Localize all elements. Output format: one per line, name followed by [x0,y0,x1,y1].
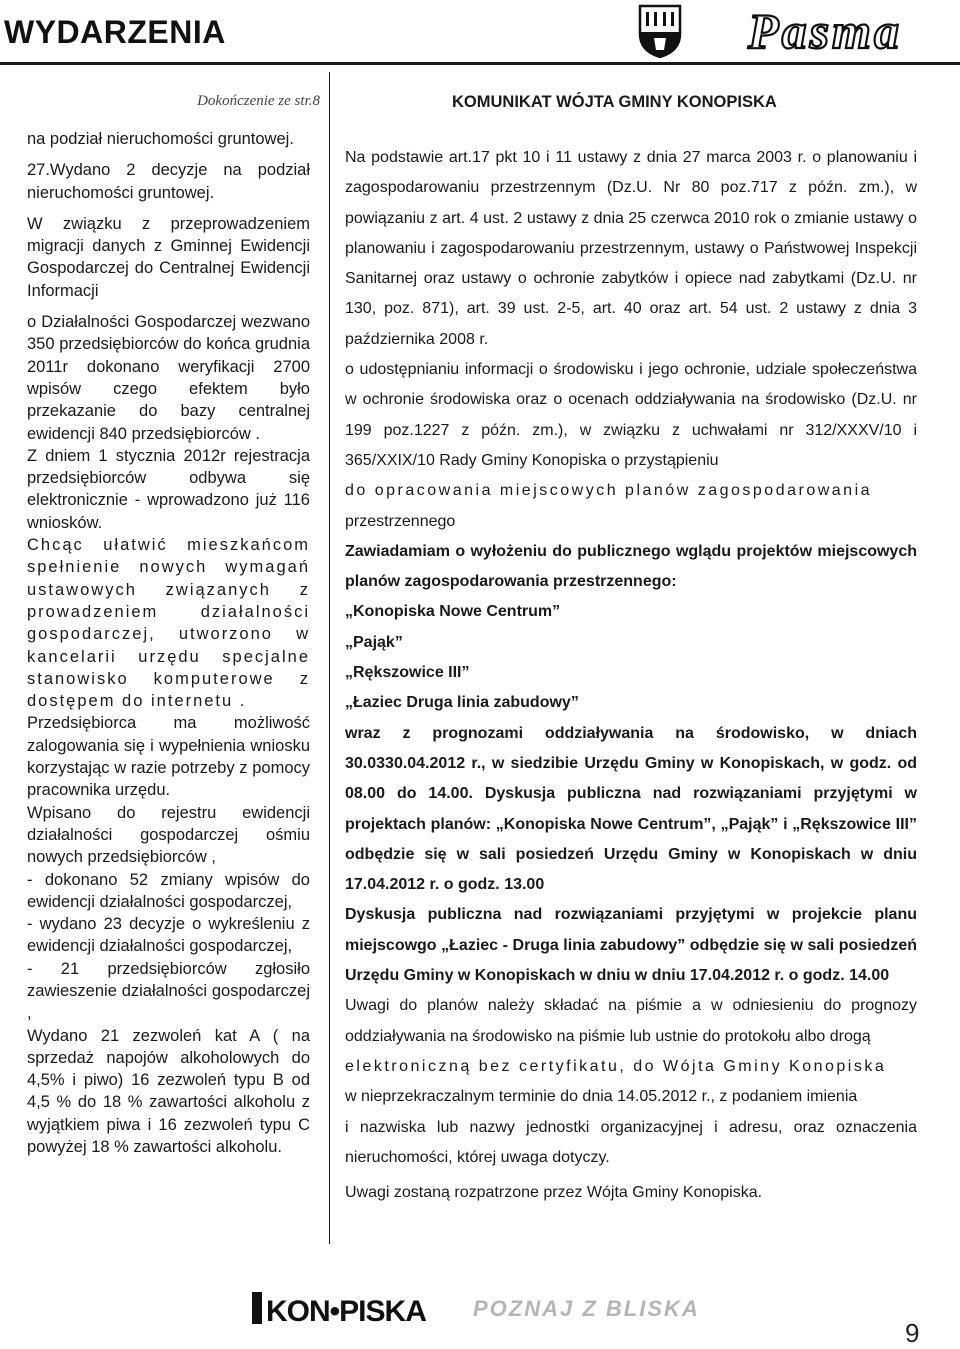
legal-basis-3: do opracowania miejscowych planów zagospodarowania [345,482,873,500]
remarks-3: w nieprzekraczalnym terminie do dnia 14.05.2012 r., z podaniem imienia [345,1088,858,1106]
paragraph: - dokonano 52 zmiany wpisów do ewidencji działalności gospodarczej, [27,870,310,911]
project-name: „Łaziec Druga linia zabudowy” [345,694,579,712]
announcement: Zawiadamiam o wyłożeniu do publicznego wglądu projektów miejscowych planów zagospodarowania przestrzennego: [345,542,917,591]
closing: Uwagi zostaną rozpatrzone przez Wójta Gminy Konopiska. [345,1184,763,1202]
legal-basis: Na podstawie art.17 pkt 10 i 11 ustawy z dnia 27 marca 2003 r. o planowaniu i zagospodarowaniu przestrzennym (Dz.U. Nr 80 poz.717 z późn. zm.), w powiązaniu z art. 4 ust. 2 ustawy z dnia 25 czerwca 2010 rok o zmianie ustawy o planowaniu i zagospodarowaniu przestrzennym, ustawy o Państwowej Inspekcji Sanitarnej oraz ustawy o ochronie zabytków i opiece nad zabytkami (Dz.U. nr 130, poz. 871), art. 39 ust. 2-5, art. 40 oraz art. 54 ust. 2 ustawy z dnia 3 października 2008 r. [345,149,917,348]
discussion: Dyskusja publiczna nad rozwiązaniami przyjętymi w projekcie planu miejscowgo „Łaziec - Druga linia zabudowy” odbędzie się w sali posiedzeń Urzędu Gminy w Konopiskach w dniu w dniu 17.04.2012 r. o godz. 14.00 [345,906,917,985]
coat-of-arms-icon [636,4,684,58]
paragraph: - wydano 23 decyzje o wykreśleniu z ewidencji działalności gospodarczej, [27,915,310,956]
paragraph: Wpisano do rejestru ewidencji działalności gospodarczej ośmiu nowych przedsiębiorców , [27,803,310,867]
paragraph: o Działalności Gospodarczej wezwano 350 przedsiębiorców do końca grudnia 2011r dokonano weryfikacji 2700 wpisów czego efektem było przekazanie do bazy centralnej ewidencji 840 przedsiębiorców . [27,313,310,443]
svg-text:KON•PISKA: KON•PISKA [266,1295,426,1328]
footer-tagline: POZNAJ Z BLISKA [473,1296,700,1321]
project-name: „Pająk” [345,633,403,651]
project-name: „Rększowice III” [345,664,470,682]
remarks-2: elektroniczną bez certyfikatu, do Wójta Gminy Konopiska [345,1057,887,1075]
project-name: „Konopiska Nowe Centrum” [345,603,561,621]
konopiska-logo [252,1288,452,1328]
legal-basis-2: o udostępnianiu informacji o środowisku i jego ochronie, udziale społeczeństwa w ochronie środowiska oraz o ocenach oddziaływania na środowisko (Dz.U. nr 199 poz.1227 z późn. zm.), w związku z uchwałami nr 312/XXXV/10 i 365/XXIX/10 Rady Gminy Konopiska o przystąpieniu [345,361,917,469]
paragraph: W związku z przeprowadzeniem migracji danych z Gminnej Ewidencji Gospodarczej do Centralnej Ewidencji Informacji [27,214,310,300]
remarks-4: i nazwiska lub nazwy jednostki organizacyjnej i adresu, oraz oznaczenia nieruchomości, której uwaga dotyczy. [345,1118,917,1166]
paragraph: Wydano 21 zezwoleń kat A ( na sprzedaż napojów alkoholowych do 4,5% i piwo) 16 zezwoleń typu B od 4,5 % do 18 % zawartości alkoholu z wyjątkiem piwa i 16 zezwoleń typu C powyżej 18 % zawartości alkoholu. [27,1026,310,1157]
column-divider [329,72,330,1244]
communique-title: KOMUNIKAT WÓJTA GMINY KONOPISKA [452,93,777,111]
paragraph: Chcąc ułatwić mieszkańcom spełnienie nowych wymagań ustawowych związanych z prowadzeniem działalności gospodarczej, utworzono w kancelarii urzędu specjalne stanowisko komputerowe z dostępem do internetu . [27,536,310,711]
paragraph: na podział nieruchomości gruntowej. [27,130,294,148]
remarks: Uwagi do planów należy składać na piśmie a w odniesieniu do prognozy oddziaływania na środowisko na piśmie lub ustnie do protokołu albo drogą [345,997,917,1045]
paragraph: - 21 przedsiębiorców zgłosiło zawieszenie działalności gospodarczej , [27,959,310,1023]
legal-basis-4: przestrzennego [345,512,456,530]
header-rule [0,62,960,65]
continuation-note: Dokończenie ze str.8 [197,93,320,109]
paragraph: Z dniem 1 stycznia 2012r rejestracja przedsiębiorców odbywa się elektronicznie - wprowadzono już 116 wniosków. [27,446,310,532]
right-column [345,143,917,1208]
schedule: wraz z prognozami oddziaływania na środowisko, w dniach 30.0330.04.2012 r., w siedzibie Urzędu Gminy w Konopiskach, w godz. od 08.00 do 14.00. Dyskusja publiczna nad rozwiązaniami przyjętymi w projektach planów: „Konopiska Nowe Centrum”, „Pająk” i „Rększowice III” odbędzie się w sali posiedzeń Urzędu Gminy w Konopiskach w dniu 17.04.2012 r. o godz. 13.00 [345,724,917,894]
svg-text:Pasma: Pasma [748,6,902,58]
paragraph: 27.Wydano 2 decyzje na podział nieruchomości gruntowej. [27,161,310,202]
pasma-logo [693,6,957,58]
paragraph: Przedsiębiorca ma możliwość zalogowania się i wypełnienia wniosku korzystając w razie potrzeby z pomocy pracownika urzędu. [27,714,310,800]
left-column [27,128,310,1158]
page-number: 9 [905,1318,920,1348]
section-title: WYDARZENIA [4,14,226,50]
